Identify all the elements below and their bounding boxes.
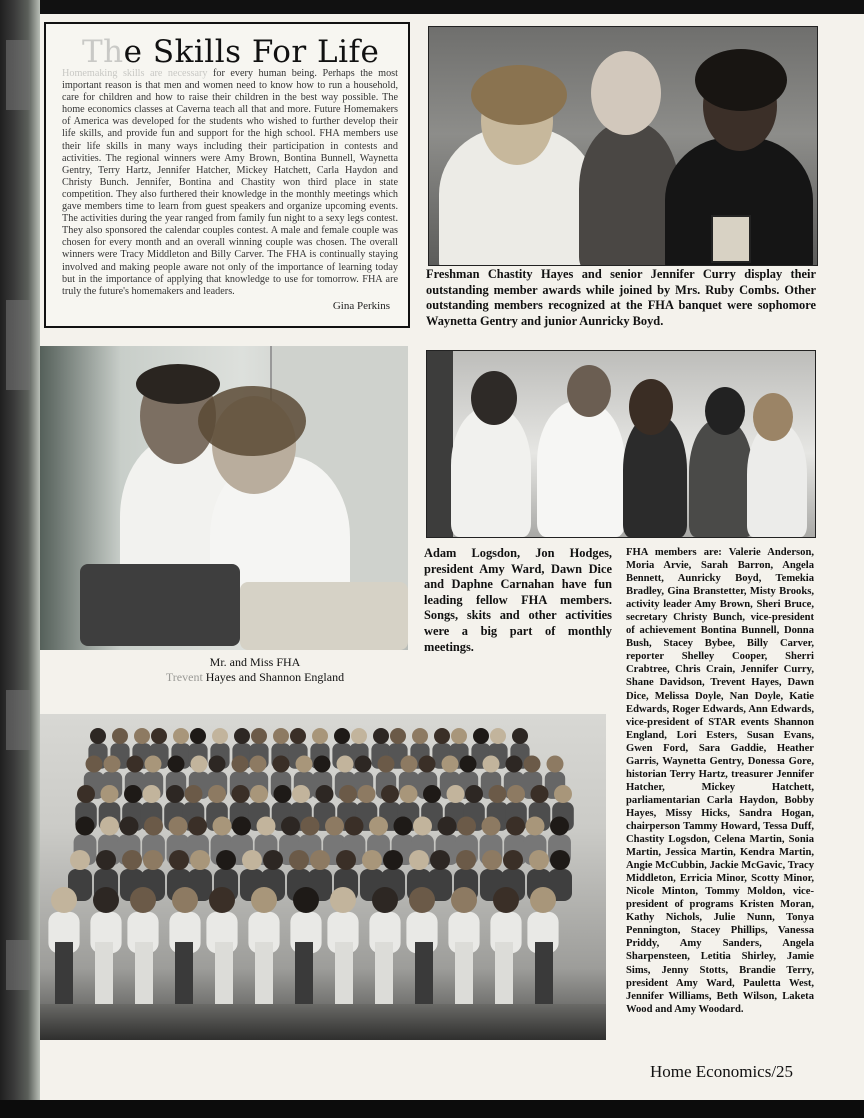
- bottom-edge: [0, 1100, 864, 1118]
- awards-caption: Freshman Chastity Hayes and senior Jennifer Curry display their outstanding member awards while joined by Mrs. Ruby Combs. Other outstanding members recognized at the FHA banquet were sophomore Waynetta Gentry and junior Aunricky Boyd.: [426, 267, 816, 328]
- article-body-text: for every human being. Perhaps the most important reason is that men and women need to know how to run a household, care for children and how to raise their children in the best way possible. The home economics classes at Caverna teach all that and more. Future Homemakers of America was developed for the students who wished to further develop their life skills, and provide fun and support for the high school. FHA members use their life skills in many ways including their participation in contests and activities. The regional winners were Amy Brown, Bontina Bunnell, Waynetta Gentry, Terry Hartz, Jennifer Hatcher, Mickey Hatchett, Carla Haydon and Christy Bunch. Jennifer, Bontina and Chastity won third place in state competition. They also furthered their knowledge in the monthly meetings which gave members time to learn from guest speakers and organize upcoming events. The activities during the year ranged from family fun night to a sexy legs contest. They also sponsored the calendar couples contest. A male and female couple was chosen for every month and an overall winning couple was chosen. The overall winners were Tracy Middleton and Billy Carver. The FHA is continually staying involved and making people aware not only of the importance of learning today but in the importance of applying that knowledge to use for tomorrow. FHA are truly the future's homemakers and leaders.: [62, 68, 398, 297]
- leaders-photo: [426, 350, 816, 538]
- article-title: The Skills For Life: [82, 34, 380, 70]
- group-photo: [40, 714, 606, 1040]
- mr-miss-fha-photo: [40, 346, 408, 650]
- members-list-caption: FHA members are: Valerie Anderson, Moria Arvie, Sarah Barron, Angela Bennett, Aunricky Boyd, Temekia Bradley, Gina Branstetter, Misty Brooks, activity leader Amy Brown, Sheri Bruce, secretary Christy Bunch, vice-president of achievement Bontina Bunnell, Donna Bush, Stacey Bybee, Billy Carver, reporter Shelley Cooper, Sherri Crabtree, Chris Crain, Jennifer Curry, Shane Davidson, Trevent Hayes, Dawn Dice, Melissa Doyle, Nan Doyle, Katie Edwards, Roger Edwards, Ann Edwards, vice-president of STAR events Shannon England, Lori Esters, Susan Evans, Gwen Ford, Sara Gaddie, Heather Garris, Waynetta Gentry, Donessa Gore, historian Terry Hartz, treasurer Jennifer Hatcher, Mickey Hatchett, parliamentarian Carla Haydon, Bobby Hayes, Missy Hicks, Sandra Hogan, chairperson Tammy Howard, Tessa Duff, Chastity Logsdon, Celena Martin, Sonia Martin, Jessica Martin, Kendra Martin, Angie McCubbin, Jackie McGavic, Tracy Middleton, Erricia Minor, Scotty Minor, Nicole Minton, Tommy Moldon, vice-president of programs Kristen Moran, Kathy Nichols, Julie Nunn, Tonya Pennington, Stacey Phillips, Vanessa Priddy, Amy Sanders, Angela Sharpensteen, Letitia Shirley, Jamie Sims, Jenny Stotts, Brandie Terry, president Amy Ward, Pauletta West, Jennifer Williams, Beth Wilson, Laketa Wood and Amy Woodard.: [626, 547, 814, 1015]
- mr-miss-fha-caption: [150, 655, 360, 685]
- page-folio: Home Economics/25: [650, 1062, 794, 1081]
- group-photo-crowd: [40, 714, 606, 1040]
- awards-photo: [428, 26, 818, 266]
- article-body: [62, 68, 398, 298]
- mr-miss-fha-caption-names: Trevent Hayes and Shannon England: [165, 670, 345, 684]
- book-spine: [0, 0, 40, 1118]
- mr-miss-fha-caption-title: Mr. and Miss FHA: [209, 655, 301, 669]
- top-edge: [40, 0, 864, 14]
- article-body-lead: Homemaking skills are necessary: [62, 68, 208, 79]
- article-box: [44, 22, 410, 328]
- article-author: Gina Perkins: [332, 300, 390, 312]
- leaders-caption: Adam Logsdon, Jon Hodges, president Amy Ward, Dawn Dice and Daphne Carnahan have fun leading fellow FHA members. Songs, skits and other activities were a big part of monthly meetings.: [424, 546, 612, 654]
